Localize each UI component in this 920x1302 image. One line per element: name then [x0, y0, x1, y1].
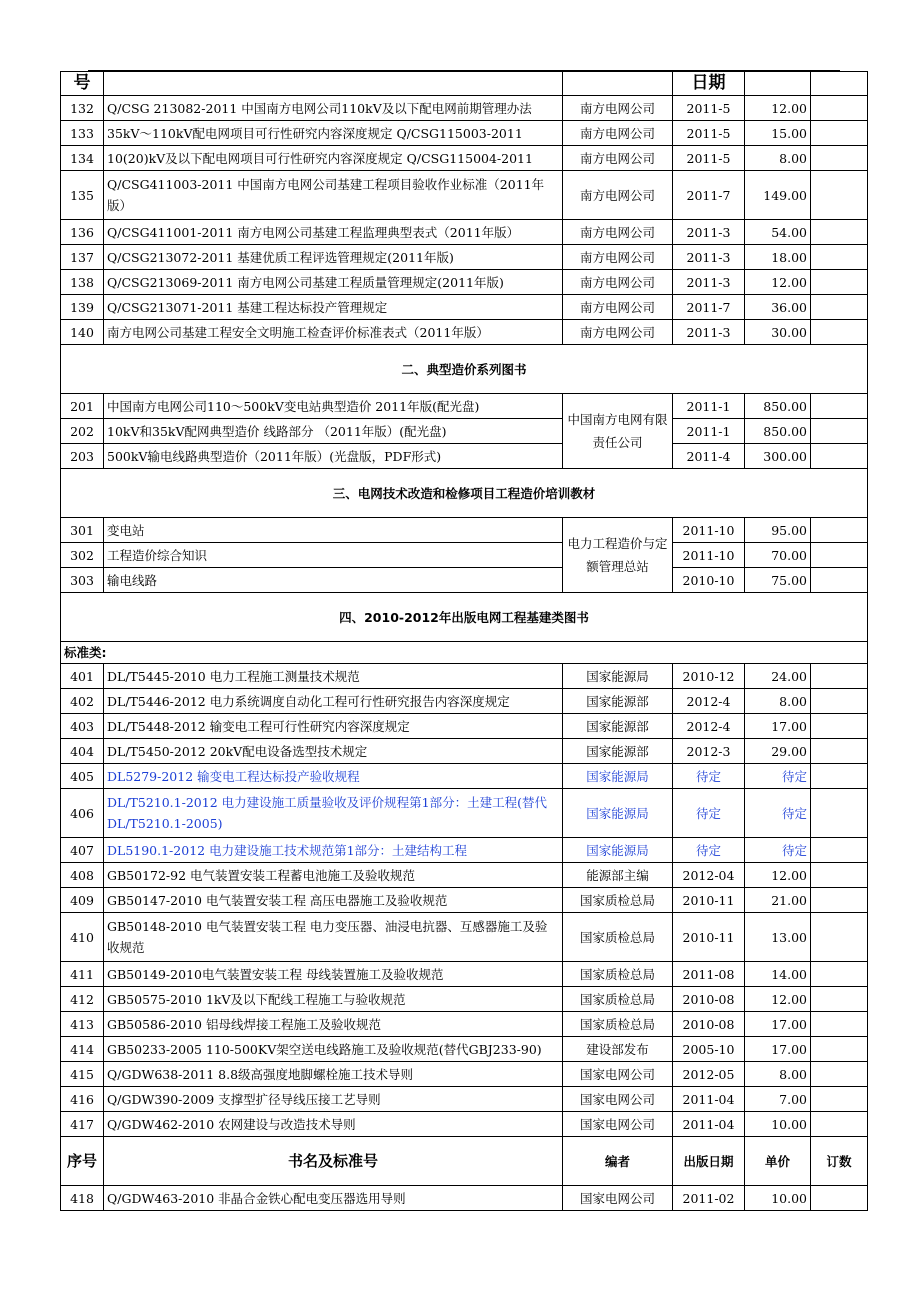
row-number: 418: [61, 1186, 104, 1211]
book-author: 国家质检总局: [563, 987, 673, 1012]
header-empty: [563, 72, 673, 96]
row-number: 413: [61, 1012, 104, 1037]
order-quantity-cell: [811, 568, 868, 593]
book-title: 中国南方电网公司110～500kV变电站典型造价 2011年版(配光盘): [104, 394, 563, 419]
row-number: 136: [61, 220, 104, 245]
book-title: 变电站: [104, 518, 563, 543]
order-quantity-cell: [811, 518, 868, 543]
section-title-row: [61, 593, 868, 642]
table-row: [61, 245, 868, 270]
row-number: 301: [61, 518, 104, 543]
book-author: 国家能源局: [563, 789, 673, 838]
unit-price: 待定: [745, 764, 811, 789]
publish-date: 2011-5: [673, 146, 745, 171]
row-number: 201: [61, 394, 104, 419]
order-quantity-cell: [811, 121, 868, 146]
order-quantity-cell: [811, 714, 868, 739]
book-title: Q/GDW638-2011 8.8级高强度地脚螺栓施工技术导则: [104, 1062, 563, 1087]
book-title: 南方电网公司基建工程安全文明施工检查评价标准表式（2011年版）: [104, 320, 563, 345]
book-author: 南方电网公司: [563, 245, 673, 270]
unit-price: 850.00: [745, 419, 811, 444]
book-title: 输电线路: [104, 568, 563, 593]
book-title: Q/GDW390-2009 支撑型扩径导线压接工艺导则: [104, 1087, 563, 1112]
row-number: 417: [61, 1112, 104, 1137]
book-title: Q/GDW463-2010 非晶合金铁心配电变压器选用导则: [104, 1186, 563, 1211]
unit-price: 8.00: [745, 1062, 811, 1087]
order-quantity-cell: [811, 220, 868, 245]
order-quantity-cell: [811, 394, 868, 419]
publish-date: 2012-04: [673, 863, 745, 888]
unit-price: 95.00: [745, 518, 811, 543]
table-row: [61, 838, 868, 863]
book-title: 10kV和35kV配网典型造价 线路部分 （2011年版）(配光盘): [104, 419, 563, 444]
order-quantity-cell: [811, 1186, 868, 1211]
table-row: [61, 962, 868, 987]
unit-price: 14.00: [745, 962, 811, 987]
table-row: [61, 1186, 868, 1211]
unit-price: 13.00: [745, 913, 811, 962]
table-row: [61, 543, 868, 568]
publish-date: 2011-1: [673, 419, 745, 444]
row-number: 137: [61, 245, 104, 270]
book-author: 南方电网公司: [563, 220, 673, 245]
book-title: Q/CSG411001-2011 南方电网公司基建工程监理典型表式（2011年版）: [104, 220, 563, 245]
order-quantity-cell: [811, 146, 868, 171]
unit-price: 12.00: [745, 270, 811, 295]
publish-date: 2011-3: [673, 270, 745, 295]
publish-date: 2010-11: [673, 888, 745, 913]
book-title: GB50172-92 电气装置安装工程蓄电池施工及验收规范: [104, 863, 563, 888]
unit-price: 17.00: [745, 1012, 811, 1037]
unit-price: 8.00: [745, 146, 811, 171]
row-number: 412: [61, 987, 104, 1012]
unit-price: 30.00: [745, 320, 811, 345]
publish-date: 待定: [673, 838, 745, 863]
table-row: [61, 1012, 868, 1037]
row-number: 404: [61, 739, 104, 764]
table-row: [61, 664, 868, 689]
order-quantity-cell: [811, 543, 868, 568]
book-title: Q/CSG213072-2011 基建优质工程评选管理规定(2011年版): [104, 245, 563, 270]
book-author: 国家电网公司: [563, 1087, 673, 1112]
row-number: 203: [61, 444, 104, 469]
book-title: DL5190.1-2012 电力建设施工技术规范第1部分：土建结构工程: [104, 838, 563, 863]
table-row: [61, 444, 868, 469]
table-row: [61, 913, 868, 962]
table-row: [61, 320, 868, 345]
book-author: 南方电网公司: [563, 121, 673, 146]
row-number: 411: [61, 962, 104, 987]
book-author: 国家能源局: [563, 838, 673, 863]
book-author: 国家质检总局: [563, 1012, 673, 1037]
row-number: 401: [61, 664, 104, 689]
unit-price: 21.00: [745, 888, 811, 913]
order-quantity-cell: [811, 1062, 868, 1087]
order-quantity-cell: [811, 739, 868, 764]
table-row: [61, 96, 868, 121]
order-quantity-cell: [811, 838, 868, 863]
order-quantity-cell: [811, 444, 868, 469]
table-row: [61, 789, 868, 838]
publish-date: 2012-4: [673, 689, 745, 714]
table-row: [61, 270, 868, 295]
book-title: Q/GDW462-2010 农网建设与改造技术导则: [104, 1112, 563, 1137]
unit-price: 29.00: [745, 739, 811, 764]
unit-price: 7.00: [745, 1087, 811, 1112]
publish-date: 2010-10: [673, 568, 745, 593]
row-number: 303: [61, 568, 104, 593]
book-author: 中国南方电网有限责任公司: [563, 394, 673, 469]
book-title: DL/T5448-2012 输变电工程可行性研究内容深度规定: [104, 714, 563, 739]
book-author: 国家电网公司: [563, 1112, 673, 1137]
row-number: 302: [61, 543, 104, 568]
book-title: GB50586-2010 铝母线焊接工程施工及验收规范: [104, 1012, 563, 1037]
section-title: 四、2010-2012年出版电网工程基建类图书: [61, 593, 868, 642]
book-author: 南方电网公司: [563, 96, 673, 121]
book-title: GB50147-2010 电气装置安装工程 高压电器施工及验收规范: [104, 888, 563, 913]
publish-date: 2011-1: [673, 394, 745, 419]
table-row: [61, 764, 868, 789]
unit-price: 36.00: [745, 295, 811, 320]
book-title: Q/CSG213071-2011 基建工程达标投产管理规定: [104, 295, 563, 320]
book-author: 能源部主编: [563, 863, 673, 888]
row-number: 414: [61, 1037, 104, 1062]
row-number: 202: [61, 419, 104, 444]
unit-price: 15.00: [745, 121, 811, 146]
table-row: [61, 689, 868, 714]
order-quantity-cell: [811, 1012, 868, 1037]
row-number: 410: [61, 913, 104, 962]
publish-date: 2011-04: [673, 1112, 745, 1137]
book-author: 国家质检总局: [563, 888, 673, 913]
header-title: 书名及标准号: [104, 1137, 563, 1186]
order-quantity-cell: [811, 664, 868, 689]
order-quantity-cell: [811, 888, 868, 913]
row-number: 409: [61, 888, 104, 913]
order-quantity-cell: [811, 689, 868, 714]
book-title: Q/CSG213069-2011 南方电网公司基建工程质量管理规定(2011年版): [104, 270, 563, 295]
book-author: 国家能源局: [563, 764, 673, 789]
order-quantity-cell: [811, 96, 868, 121]
table-row: [61, 888, 868, 913]
book-title: 10(20)kV及以下配电网项目可行性研究内容深度规定 Q/CSG115004-2011: [104, 146, 563, 171]
row-number: 415: [61, 1062, 104, 1087]
book-title: GB50148-2010 电气装置安装工程 电力变压器、油浸电抗器、互感器施工及验收规范: [104, 913, 563, 962]
book-title: DL/T5446-2012 电力系统调度自动化工程可行性研究报告内容深度规定: [104, 689, 563, 714]
unit-price: 18.00: [745, 245, 811, 270]
publish-date: 2011-5: [673, 121, 745, 146]
row-number: 138: [61, 270, 104, 295]
publish-date: 2011-08: [673, 962, 745, 987]
book-author: 南方电网公司: [563, 320, 673, 345]
publish-date: 2011-7: [673, 295, 745, 320]
row-number: 402: [61, 689, 104, 714]
order-quantity-cell: [811, 987, 868, 1012]
row-number: 139: [61, 295, 104, 320]
publish-date: 2011-3: [673, 220, 745, 245]
order-quantity-cell: [811, 1112, 868, 1137]
header-seq: 序号: [61, 1137, 104, 1186]
book-title: DL/T5445-2010 电力工程施工测量技术规范: [104, 664, 563, 689]
book-author: 南方电网公司: [563, 146, 673, 171]
book-title: GB50149-2010电气装置安装工程 母线装置施工及验收规范: [104, 962, 563, 987]
section-title-row: [61, 469, 868, 518]
unit-price: 149.00: [745, 171, 811, 220]
book-author: 建设部发布: [563, 1037, 673, 1062]
order-quantity-cell: [811, 320, 868, 345]
unit-price: 12.00: [745, 987, 811, 1012]
unit-price: 8.00: [745, 689, 811, 714]
row-number: 132: [61, 96, 104, 121]
unit-price: 850.00: [745, 394, 811, 419]
row-number: 403: [61, 714, 104, 739]
book-author: 国家质检总局: [563, 913, 673, 962]
order-quantity-cell: [811, 419, 868, 444]
table-row: [61, 568, 868, 593]
unit-price: 17.00: [745, 1037, 811, 1062]
publish-date: 2010-12: [673, 664, 745, 689]
row-number: 406: [61, 789, 104, 838]
publish-date: 待定: [673, 764, 745, 789]
publish-date: 2011-3: [673, 245, 745, 270]
row-number: 416: [61, 1087, 104, 1112]
row-number: 408: [61, 863, 104, 888]
order-quantity-cell: [811, 962, 868, 987]
publish-date: 2012-05: [673, 1062, 745, 1087]
order-quantity-cell: [811, 863, 868, 888]
table-row: [61, 171, 868, 220]
book-author: 国家能源部: [563, 714, 673, 739]
table-row: [61, 394, 868, 419]
publish-date: 2005-10: [673, 1037, 745, 1062]
book-author: 南方电网公司: [563, 295, 673, 320]
publish-date: 2011-04: [673, 1087, 745, 1112]
book-title: GB50575-2010 1kV及以下配线工程施工与验收规范: [104, 987, 563, 1012]
order-quantity-cell: [811, 270, 868, 295]
unit-price: 300.00: [745, 444, 811, 469]
unit-price: 70.00: [745, 543, 811, 568]
book-title: DL/T5450-2012 20kV配电设备选型技术规定: [104, 739, 563, 764]
publish-date: 2010-11: [673, 913, 745, 962]
table-row: [61, 121, 868, 146]
unit-price: 24.00: [745, 664, 811, 689]
book-author: 国家能源局: [563, 664, 673, 689]
order-quantity-cell: [811, 1087, 868, 1112]
order-quantity-cell: [811, 764, 868, 789]
table-row: [61, 1112, 868, 1137]
book-title: DL/T5210.1-2012 电力建设施工质量验收及评价规程第1部分：土建工程(替代DL/T5210.1-2005): [104, 789, 563, 838]
unit-price: 12.00: [745, 96, 811, 121]
book-author: 南方电网公司: [563, 270, 673, 295]
book-author: 国家电网公司: [563, 1186, 673, 1211]
publish-date: 2012-3: [673, 739, 745, 764]
unit-price: 54.00: [745, 220, 811, 245]
publish-date: 2011-4: [673, 444, 745, 469]
row-number: 405: [61, 764, 104, 789]
unit-price: 17.00: [745, 714, 811, 739]
table-row: [61, 863, 868, 888]
unit-price: 12.00: [745, 863, 811, 888]
order-quantity-cell: [811, 789, 868, 838]
row-number: 135: [61, 171, 104, 220]
publish-date: 2011-02: [673, 1186, 745, 1211]
order-quantity-cell: [811, 171, 868, 220]
unit-price: 待定: [745, 838, 811, 863]
order-quantity-cell: [811, 1037, 868, 1062]
book-title: Q/CSG411003-2011 中国南方电网公司基建工程项目验收作业标准（2011年版）: [104, 171, 563, 220]
order-quantity-cell: [811, 913, 868, 962]
header-author: 编者: [563, 1137, 673, 1186]
table-header-row: [61, 1137, 868, 1186]
book-order-table: [60, 71, 868, 1211]
table-row: [61, 1062, 868, 1087]
book-title: GB50233-2005 110-500KV架空送电线路施工及验收规范(替代GBJ233-90): [104, 1037, 563, 1062]
header-empty: [745, 72, 811, 96]
category-subhead: 标准类:: [61, 642, 868, 664]
row-number: 133: [61, 121, 104, 146]
row-number: 140: [61, 320, 104, 345]
publish-date: 待定: [673, 789, 745, 838]
partial-header-row: [61, 72, 868, 96]
publish-date: 2011-3: [673, 320, 745, 345]
publish-date: 2010-08: [673, 1012, 745, 1037]
publish-date: 2011-10: [673, 518, 745, 543]
publish-date: 2011-7: [673, 171, 745, 220]
header-quantity: 订数: [811, 1137, 868, 1186]
table-row: [61, 714, 868, 739]
table-row: [61, 295, 868, 320]
header-empty: [104, 72, 563, 96]
book-author: 国家能源部: [563, 689, 673, 714]
book-author: 南方电网公司: [563, 171, 673, 220]
order-quantity-cell: [811, 295, 868, 320]
unit-price: 75.00: [745, 568, 811, 593]
row-number: 407: [61, 838, 104, 863]
header-date: 出版日期: [673, 1137, 745, 1186]
unit-price: 10.00: [745, 1112, 811, 1137]
book-title: Q/CSG 213082-2011 中国南方电网公司110kV及以下配电网前期管理办法: [104, 96, 563, 121]
header-price: 单价: [745, 1137, 811, 1186]
book-title: DL5279-2012 输变电工程达标投产验收规程: [104, 764, 563, 789]
book-title: 工程造价综合知识: [104, 543, 563, 568]
order-quantity-cell: [811, 245, 868, 270]
table-row: [61, 419, 868, 444]
publish-date: 2012-4: [673, 714, 745, 739]
table-row: [61, 739, 868, 764]
book-author: 电力工程造价与定额管理总站: [563, 518, 673, 593]
table-row: [61, 1037, 868, 1062]
unit-price: 待定: [745, 789, 811, 838]
table-row: [61, 1087, 868, 1112]
book-title: 35kV～110kV配电网项目可行性研究内容深度规定 Q/CSG115003-2011: [104, 121, 563, 146]
publish-date: 2010-08: [673, 987, 745, 1012]
book-author: 国家能源部: [563, 739, 673, 764]
book-author: 国家电网公司: [563, 1062, 673, 1087]
subhead-row: [61, 642, 868, 664]
publish-date: 2011-10: [673, 543, 745, 568]
header-empty: [811, 72, 868, 96]
header-seq-fragment: 号: [61, 72, 104, 96]
unit-price: 10.00: [745, 1186, 811, 1211]
row-number: 134: [61, 146, 104, 171]
section-title: 三、电网技术改造和检修项目工程造价培训教材: [61, 469, 868, 518]
section-title-row: [61, 345, 868, 394]
book-title: 500kV输电线路典型造价（2011年版）(光盘版，PDF形式): [104, 444, 563, 469]
table-row: [61, 146, 868, 171]
table-row: [61, 220, 868, 245]
table-row: [61, 987, 868, 1012]
section-title: 二、典型造价系列图书: [61, 345, 868, 394]
publish-date: 2011-5: [673, 96, 745, 121]
book-author: 国家质检总局: [563, 962, 673, 987]
header-date-fragment: 日期: [673, 72, 745, 96]
table-row: [61, 518, 868, 543]
